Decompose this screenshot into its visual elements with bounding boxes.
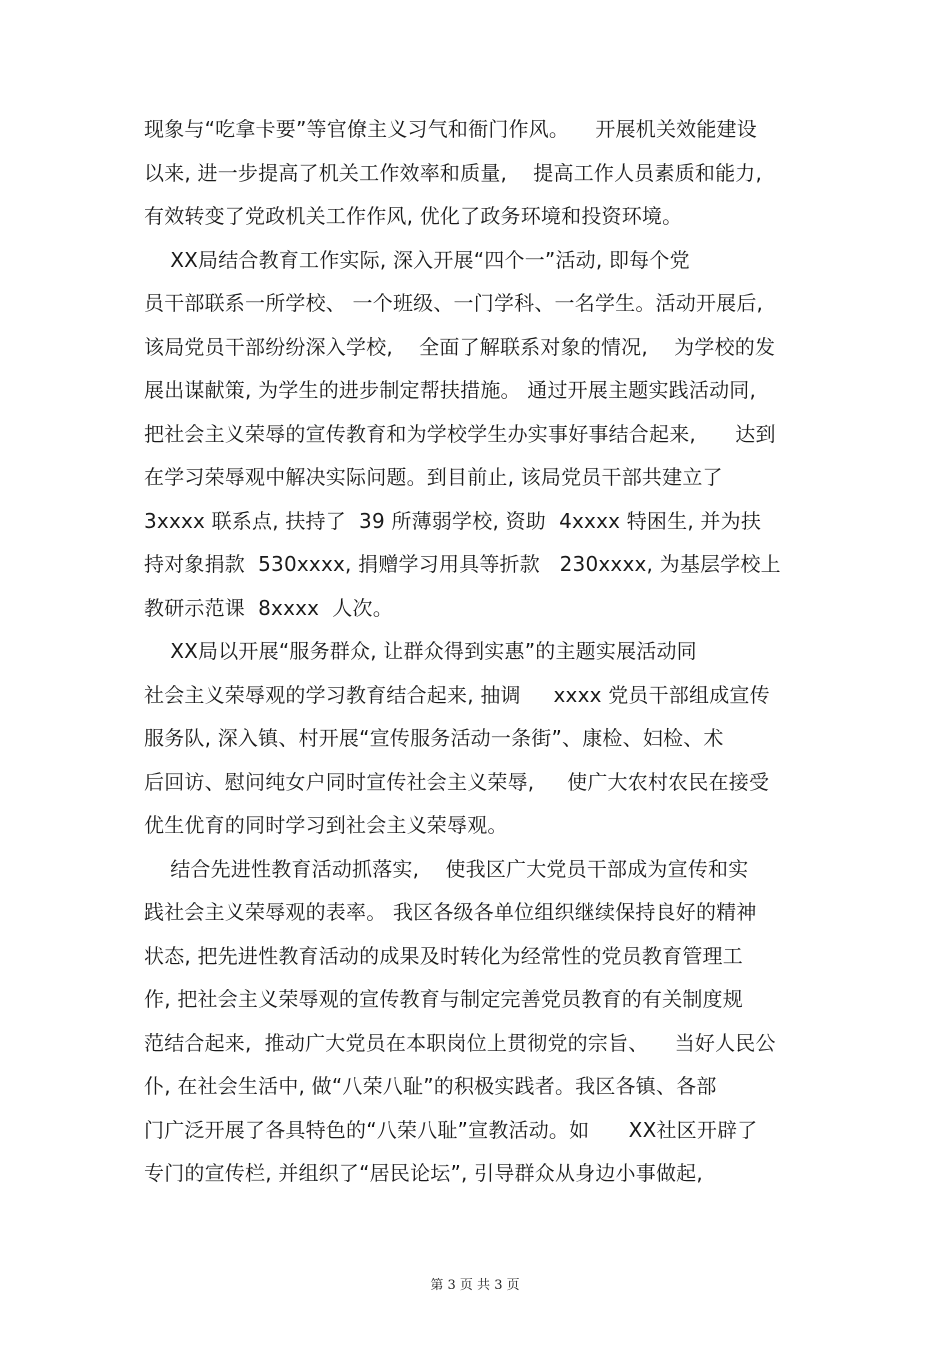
text-line: 有效转变了党政机关工作作风, 优化了政务环境和投资环境。 [144,204,683,228]
text-line: 门广泛开展了各具特色的“八荣八耻”宣教活动。如 XX社区开辟了 [144,1117,758,1142]
text-line: XX局以开展“服务群众, 让群众得到实惠”的主题实展活动同 [144,639,697,663]
text-line: 后回访、慰问纯女户同时宣传社会主义荣辱, 使广大农村农民在接受 [144,769,770,794]
text-line: 服务队, 深入镇、村开展“宣传服务活动一条街”、康检、妇检、术 [144,726,724,750]
text-line: 展出谋献策, 为学生的进步制定帮扶措施。 通过开展主题实践活动同, [144,378,757,402]
text-line: 仆, 在社会生活中, 做“八荣八耻”的积极实践者。我区各镇、各部 [144,1074,717,1098]
text-line: 优生优育的同时学习到社会主义荣辱观。 [144,813,508,837]
document-body [144,108,824,1196]
text-line: 在学习荣辱观中解决实际问题。到目前止, 该局党员干部共建立了 [144,465,723,489]
text-line: 员干部联系一所学校、 一个班级、一门学科、一名学生。活动开展后, [144,291,764,315]
text-line: 专门的宣传栏, 并组织了“居民论坛”, 引导群众从身边小事做起, [144,1161,703,1185]
text-line: 社会主义荣辱观的学习教育结合起来, 抽调 xxxx 党员干部组成宣传 [144,682,770,707]
text-line: 作, 把社会主义荣辱观的宣传教育与制定完善党员教育的有关制度规 [144,987,743,1011]
text-line: 3xxxx 联系点, 扶持了 39 所薄弱学校, 资助 4xxxx 特困生, 并为扶 [144,508,762,533]
text-line: 教研示范课 8xxxx 人次。 [144,595,393,620]
text-line: 该局党员干部纷纷深入学校, 全面了解联系对象的情况, 为学校的发 [144,334,776,359]
text-line: 现象与“吃拿卡要”等官僚主义习气和衙门作风。 开展机关效能建设 [144,117,757,141]
text-line: 把社会主义荣辱的宣传教育和为学校学生办实事好事结合起来, 达到 [144,421,776,446]
text-line: XX局结合教育工作实际, 深入开展“四个一”活动, 即每个党 [144,247,690,272]
text-line: 范结合起来, 推动广大党员在本职岗位上贯彻党的宗旨、 当好人民公 [144,1030,776,1055]
text-line: 状态, 把先进性教育活动的成果及时转化为经常性的党员教育管理工 [144,943,743,968]
text-line: 结合先进性教育活动抓落实, 使我区广大党员干部成为宣传和实 [144,856,749,881]
text-line: 践社会主义荣辱观的表率。 我区各级各单位组织继续保持良好的精神 [144,900,757,924]
text-line: 以来, 进一步提高了机关工作效率和质量, 提高工作人员素质和能力, [144,160,763,185]
page-footer: 第 3 页 共 3 页 [430,1278,520,1293]
text-line: 持对象捐款 530xxxx, 捐赠学习用具等折款 230xxxx, 为基层学校上 [144,552,781,576]
